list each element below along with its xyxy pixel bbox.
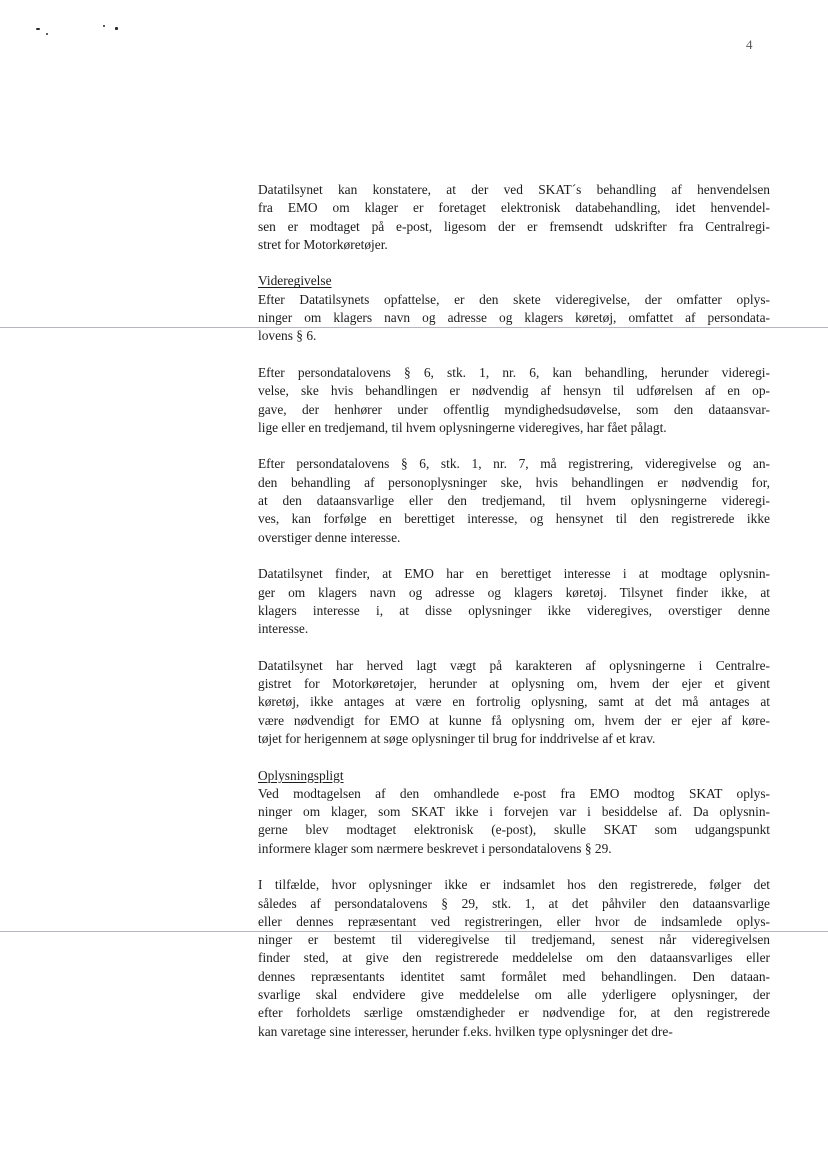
paragraph	[258, 876, 770, 1041]
text-line: Datatilsynet har herved lagt vægt på karakteren af oplysningerne i Centralre-	[258, 657, 770, 673]
text-line: gistret for Motorkøretøjer, herunder at oplysning om, hvem der ejer et givent	[258, 676, 770, 692]
text-line: ninger om klagers navn og adresse og klagers køretøj, omfattet af persondata-	[258, 310, 770, 326]
text-line: gerne blev modtaget elektronisk (e-post), skulle SKAT som udgangspunkt	[258, 822, 770, 838]
text-line: sen er modtaget på e-post, ligesom der er fremsendt udskrifter fra Centralregi-	[258, 218, 770, 234]
text-line: finder sted, at give den registrerede meddelelse om den dataansvarliges eller	[258, 950, 770, 966]
paragraph	[258, 455, 770, 546]
text-line: velse, ske hvis behandlingen er nødvendig af hensyn til udførelsen af en op-	[258, 383, 770, 399]
text-line: klagers interesse i, at disse oplysninger ikke videregives, overstiger denne	[258, 602, 770, 618]
paragraph	[258, 272, 770, 345]
paragraph	[258, 565, 770, 638]
text-line: overstiger denne interesse.	[258, 529, 401, 545]
text-line: Ved modtagelsen af den omhandlede e-post fra EMO modtog SKAT oplys-	[258, 785, 770, 801]
text-line: gave, der henhører under offentlig myndighedsudøvelse, som den dataansvar-	[258, 401, 770, 417]
paragraph	[258, 657, 770, 748]
scan-speck	[103, 25, 105, 27]
text-line: ninger om klager, som SKAT ikke i forvejen var i besiddelse af. Da oplysnin-	[258, 804, 770, 820]
text-line: køretøj, ikke antages at være en fortrolig oplysning, samt at det må antages at	[258, 694, 770, 710]
text-line: interesse.	[258, 621, 309, 637]
paragraph	[258, 181, 770, 254]
text-line: således af persondatalovens § 29, stk. 1, at det påhviler den dataansvarlige	[258, 895, 770, 911]
text-line: fra EMO om klager er foretaget elektronisk databehandling, idet henvendel-	[258, 200, 770, 216]
text-line: være nødvendigt for EMO at kunne få oplysning om, hvem der er ejer af køre-	[258, 712, 770, 728]
text-line: Efter persondatalovens § 6, stk. 1, nr. 6, kan behandling, herunder videregi-	[258, 364, 770, 380]
text-line: tøjet for herigennem at søge oplysninger til brug for inddrivelse af et krav.	[258, 730, 656, 746]
text-line: Efter persondatalovens § 6, stk. 1, nr. 7, må registrering, videregivelse og an-	[258, 456, 770, 472]
scan-speck	[46, 33, 48, 35]
section-heading: Oplysningspligt	[258, 767, 344, 783]
section-heading: Videregivelse	[258, 273, 332, 289]
text-line: at den dataansvarlige eller den tredjemand, til hvem oplysningerne videregi-	[258, 493, 770, 509]
text-line: stret for Motorkøretøjer.	[258, 236, 388, 252]
text-line: Datatilsynet finder, at EMO har en berettiget interesse i at modtage oplysnin-	[258, 566, 770, 582]
page-number: 4	[746, 37, 753, 52]
text-line: Efter Datatilsynets opfattelse, er den skete videregivelse, der omfatter oplys-	[258, 291, 770, 307]
paragraph	[258, 364, 770, 437]
text-line: lovens § 6.	[258, 328, 317, 344]
text-line: eller dennes repræsentant ved registreringen, eller hvor de indsamlede oplys-	[258, 913, 770, 929]
text-line: dennes repræsentants identitet samt formålet med behandlingen. Den dataan-	[258, 968, 770, 984]
text-line: I tilfælde, hvor oplysninger ikke er indsamlet hos den registrerede, følger det	[258, 877, 770, 893]
text-line: informere klager som nærmere beskrevet i persondatalovens § 29.	[258, 840, 612, 856]
scan-speck	[36, 28, 40, 30]
letter-body	[258, 181, 770, 1059]
text-line: svarlige skal endvidere give meddelelse om alle yderligere oplysninger, der	[258, 987, 770, 1003]
text-line: lige eller en tredjemand, til hvem oplysningerne videregives, har fået pålagt.	[258, 419, 667, 435]
text-line: ninger er bestemt til videregivelse til tredjemand, senest når videregivelsen	[258, 932, 770, 948]
paragraph	[258, 767, 770, 858]
text-line: ves, kan forfølge en berettiget interesse, og hensynet til den registrerede ikke	[258, 511, 770, 527]
text-line: Datatilsynet kan konstatere, at der ved SKAT´s behandling af henvendelsen	[258, 182, 770, 197]
text-line: kan varetage sine interesser, herunder f.eks. hvilken type oplysninger det dre-	[258, 1023, 673, 1039]
scan-speck	[115, 27, 118, 30]
text-line: ger om klagers navn og adresse og klagers køretøj. Tilsynet finder ikke, at	[258, 584, 770, 600]
text-line: efter forholdets særlige omstændigheder er nødvendige for, at den registrerede	[258, 1005, 770, 1021]
text-line: den behandling af personoplysninger ske, hvis behandlingen er nødvendig for,	[258, 474, 770, 490]
